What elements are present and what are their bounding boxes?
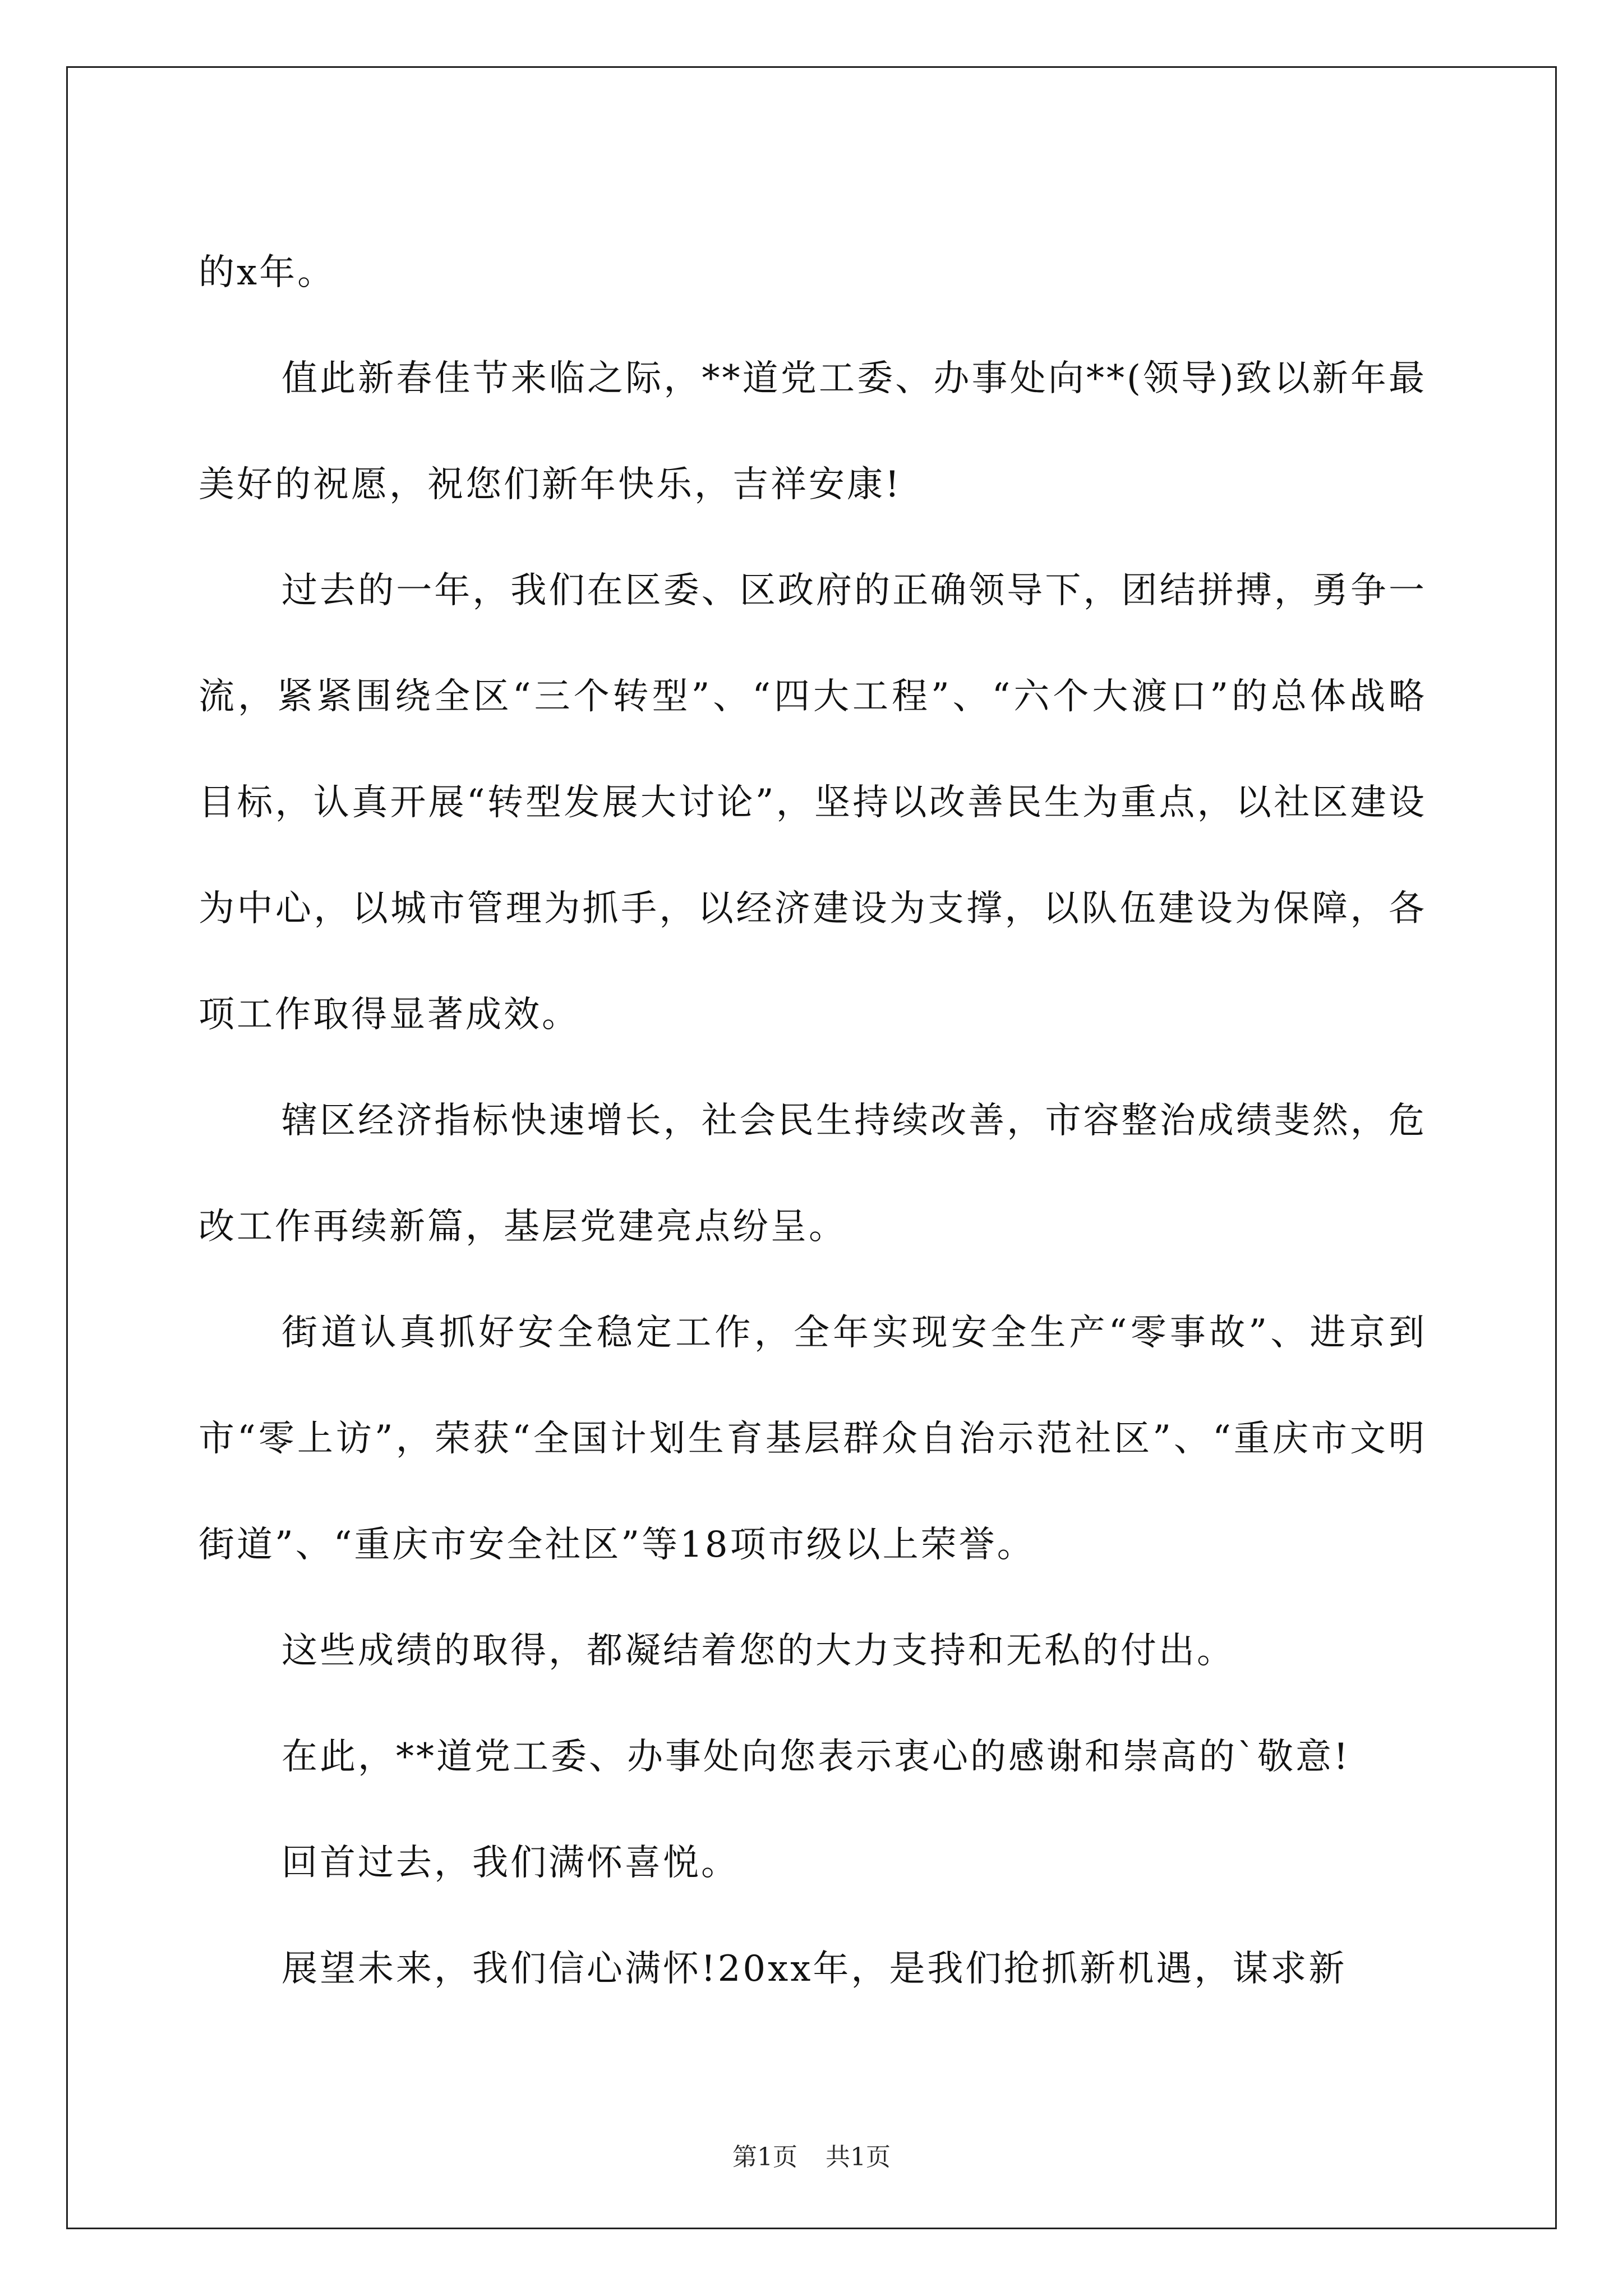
- page-total: 共1页: [826, 2143, 891, 2171]
- page-number: 第1页: [732, 2143, 797, 2171]
- document-body: [199, 220, 1427, 2022]
- paragraph-outlook: 展望未来，我们信心满怀!20xx年，是我们抢抓新机遇，谋求新: [282, 1948, 1347, 1990]
- paragraph-honors: 街道认真抓好安全稳定工作，全年实现安全生产“零事故”、进京到市“零上访”，荣获“全国计划生育基层群众自治示范社区”、“重庆市文明街道”、“重庆市安全社区”等18项市级以上荣誉。: [199, 1312, 1427, 1566]
- paragraph-continuation: 的x年。: [199, 252, 336, 293]
- paragraph-greeting: 值此新春佳节来临之际，**道党工委、办事处向**(领导)致以新年最美好的祝愿，祝您们新年快乐，吉祥安康!: [199, 358, 1427, 505]
- paragraph-review: 过去的一年，我们在区委、区政府的正确领导下，团结拼搏，勇争一流，紧紧围绕全区“三个转型”、“四大工程”、“六个大渡口”的总体战略目标，认真开展“转型发展大讨论”，坚持以改善民生为重点，以社区建设为中心，以城市管理为抓手，以经济建设为支撑，以队伍建设为保障，各项工作取得显著成效。: [199, 570, 1427, 1036]
- page-footer: [0, 2141, 1623, 2174]
- paragraph-support: 这些成绩的取得，都凝结着您的大力支持和无私的付出。: [282, 1630, 1235, 1672]
- paragraph-achievements: 辖区经济指标快速增长，社会民生持续改善，市容整治成绩斐然，危改工作再续新篇，基层党建亮点纷呈。: [199, 1100, 1427, 1248]
- paragraph-thanks: 在此，**道党工委、办事处向您表示衷心的感谢和崇高的`敬意!: [282, 1736, 1350, 1778]
- paragraph-retrospect: 回首过去，我们满怀喜悦。: [282, 1842, 739, 1884]
